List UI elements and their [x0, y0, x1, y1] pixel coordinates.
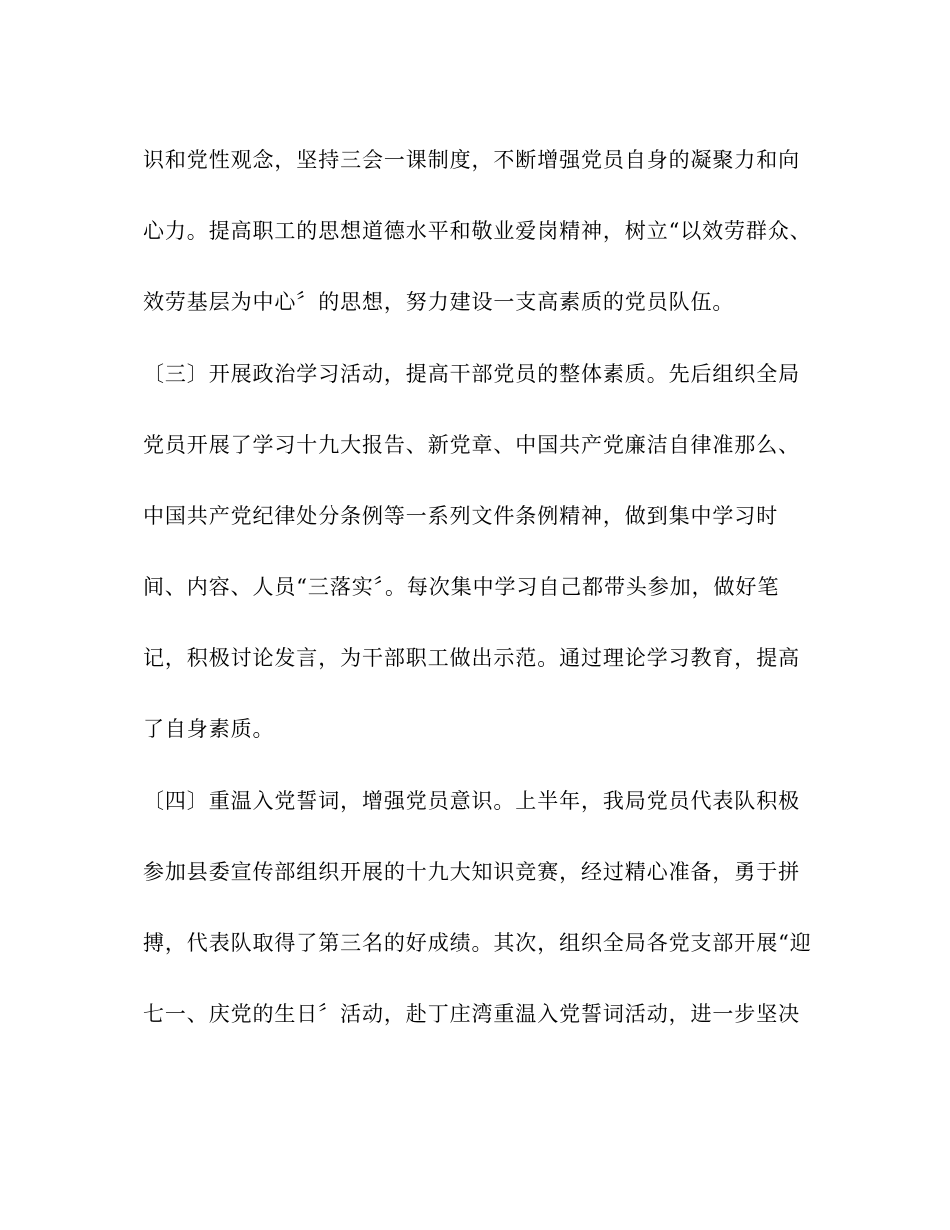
paragraph-line: 效劳基层为中心〞的思想，努力建设一支高素质的党员队伍。 — [143, 290, 735, 314]
paragraph-line: 参加县委宣传部组织开展的十九大知识竞赛，经过精心准备，勇于拼 — [143, 860, 800, 884]
section-heading-line: 〔三〕开展政治学习活动，提高干部党员的整体素质。先后组织全局 — [143, 362, 800, 386]
paragraph-line: 党员开展了学习十九大报告、新党章、中国共产党廉洁自律准那么、 — [143, 433, 800, 457]
paragraph-line: 间、内容、人员“三落实〞。每次集中学习自己都带头参加，做好笔 — [143, 575, 780, 599]
section-heading-line: 〔四〕重温入党誓词，增强党员意识。上半年，我局党员代表队积极 — [143, 789, 800, 813]
paragraph-line: 中国共产党纪律处分条例等一系列文件条例精神，做到集中学习时 — [143, 504, 779, 528]
paragraph-line: 心力。提高职工的思想道德水平和敬业爱岗精神，树立“以效劳群众、 — [143, 219, 812, 243]
paragraph-line: 了自身素质。 — [143, 717, 275, 741]
paragraph-line: 记，积极讨论发言，为干部职工做出示范。通过理论学习教育，提高 — [143, 646, 800, 670]
paragraph-line: 识和党性观念，坚持三会一课制度，不断增强党员自身的凝聚力和向 — [143, 148, 800, 172]
paragraph-line: 搏，代表队取得了第三名的好成绩。其次，组织全局各党支部开展“迎 — [143, 931, 812, 955]
paragraph-line: 七一、庆党的生日〞活动，赴丁庄湾重温入党誓词活动，进一步坚决 — [143, 1002, 800, 1026]
